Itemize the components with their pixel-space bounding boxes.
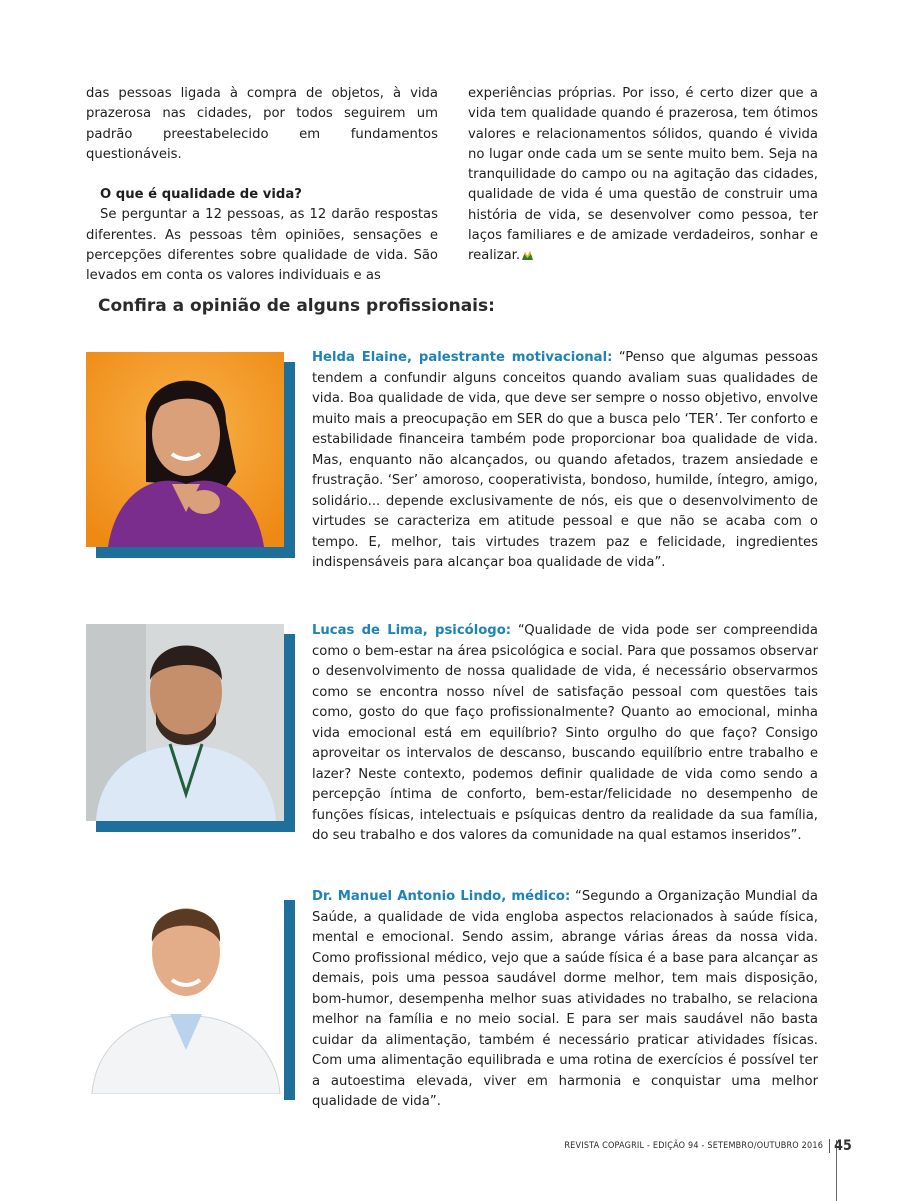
right-column [468,84,818,267]
left-paragraph-2: Se perguntar a 12 pessoas, as 12 darão respostas diferentes. As pessoas têm opiniões, sensações e percepções diferentes sobre qualidade de vida. São levados em conta os valores individuais e as [86,207,438,284]
end-mark-icon [522,250,533,260]
photo-frame-bar [96,547,295,558]
quote-manuel [312,887,818,1113]
left-column [86,84,438,287]
photo-lucas [86,624,284,821]
speaker-name: Helda Elaine, palestrante motivacional: [312,350,613,365]
subheading-quality-of-life: O que é qualidade de vida? [100,187,302,203]
quote-lucas [312,621,818,847]
photo-helda [86,352,284,547]
footer-divider [829,1139,830,1153]
quote-helda [312,348,818,574]
page-number: 45 [834,1138,852,1154]
photo-frame-bar [96,821,295,832]
photo-frame-bar [284,634,295,832]
photo-frame-bar [284,362,295,555]
speaker-name: Lucas de Lima, psicólogo: [312,623,512,638]
photo-manuel [86,890,284,1094]
quote-text: “Penso que algumas pessoas tendem a confundir alguns conceitos quando avaliam suas qualidades de vida. Boa qualidade de vida, que deve ser sempre o nosso objetivo, envolve muito mais a preocupação em SER do que a busca pelo ‘TER’. Ter conforto e estabilidade financeira também pode proporcionar boa qualidade de vida. Mas, enquanto não alcançados, ou quando afetados, trazem ansiedade e frustração. ‘Ser’ amoroso, cooperativista, bondoso, humilde, íntegro, amigo, solidário... depende exclusivamente de nós, eis que o desenvolvimento de virtudes se caracteriza em atitude pessoal e que não se acaba com o tempo. E, melhor, tais virtudes trazem paz e felicidade, ingredientes indispensáveis para alcançar boa qualidade de vida”. [312,350,819,570]
quote-text: “Segundo a Organização Mundial da Saúde, a qualidade de vida engloba aspectos relacionados à saúde física, mental e emocional. Sendo assim, abrange várias áreas da nossa vida. Como profissional médico, vejo que a saúde física é a base para alcançar as demais, pois uma pessoa saudável dorme melhor, tem mais disposição, bom-humor, desempenha melhor suas atividades no trabalho, se relaciona melhor na família e no meio social. E para ser mais saudável não basta cuidar da alimentação, também é necessário praticar atividades físicas. Com uma alimentação equilibrada e uma rotina de exercícios é possível ter a autoestima elevada, viver em harmonia e conquistar uma melhor qualidade de vida”. [312,889,818,1109]
photo-frame-bar [284,900,295,1100]
footer [564,1138,852,1154]
quote-text: “Qualidade de vida pode ser compreendida como o bem-estar na área psicológica e social. Para que possamos observar o desenvolvimento de nossa qualidade de vida, é necessário observarmos como se encontra nosso nível de satisfação pessoal com questões tais como, gosto do que faço profissionalmente? Quanto ao emocional, minha vida emocional está em equilíbrio? Sinto orgulho do que faço? Consigo aproveitar os intervalos de descanso, buscando equilíbrio entre trabalho e lazer? Neste contexto, podemos definir qualidade de vida como sendo a percepção íntima de conforto, bem-estar/felicidade no desempenho de funções físicas, intelectuais e psíquicas dentro da realidade da sua família, do seu trabalho e dos valores da comunidade na qual estamos inseridos”. [312,623,818,843]
left-paragraph-1: das pessoas ligada à compra de objetos, à vida prazerosa nas cidades, por todos seguirem um padrão preestabelecido em fundamentos questionáveis. [86,86,438,162]
speaker-name: Dr. Manuel Antonio Lindo, médico: [312,889,571,904]
section-title: Confira a opinião de alguns profissionais: [98,296,495,316]
right-paragraph-text: experiências próprias. Por isso, é certo dizer que a vida tem qualidade quando é prazerosa, tem ótimos valores e relacionamentos sólidos, quando é vivida no lugar onde cada um se sente muito bem. Seja na tranquilidade do campo ou na agitação das cidades, qualidade de vida é uma questão de construir uma história de vida, se desenvolver como pessoa, ter laços familiares e de amizade verdadeiros, sonhar e realizar. [468,86,818,264]
right-paragraph-1 [468,84,818,267]
footer-publication: REVISTA COPAGRIL - EDIÇÃO 94 - SETEMBRO/OUTUBRO 2016 [564,1141,824,1151]
